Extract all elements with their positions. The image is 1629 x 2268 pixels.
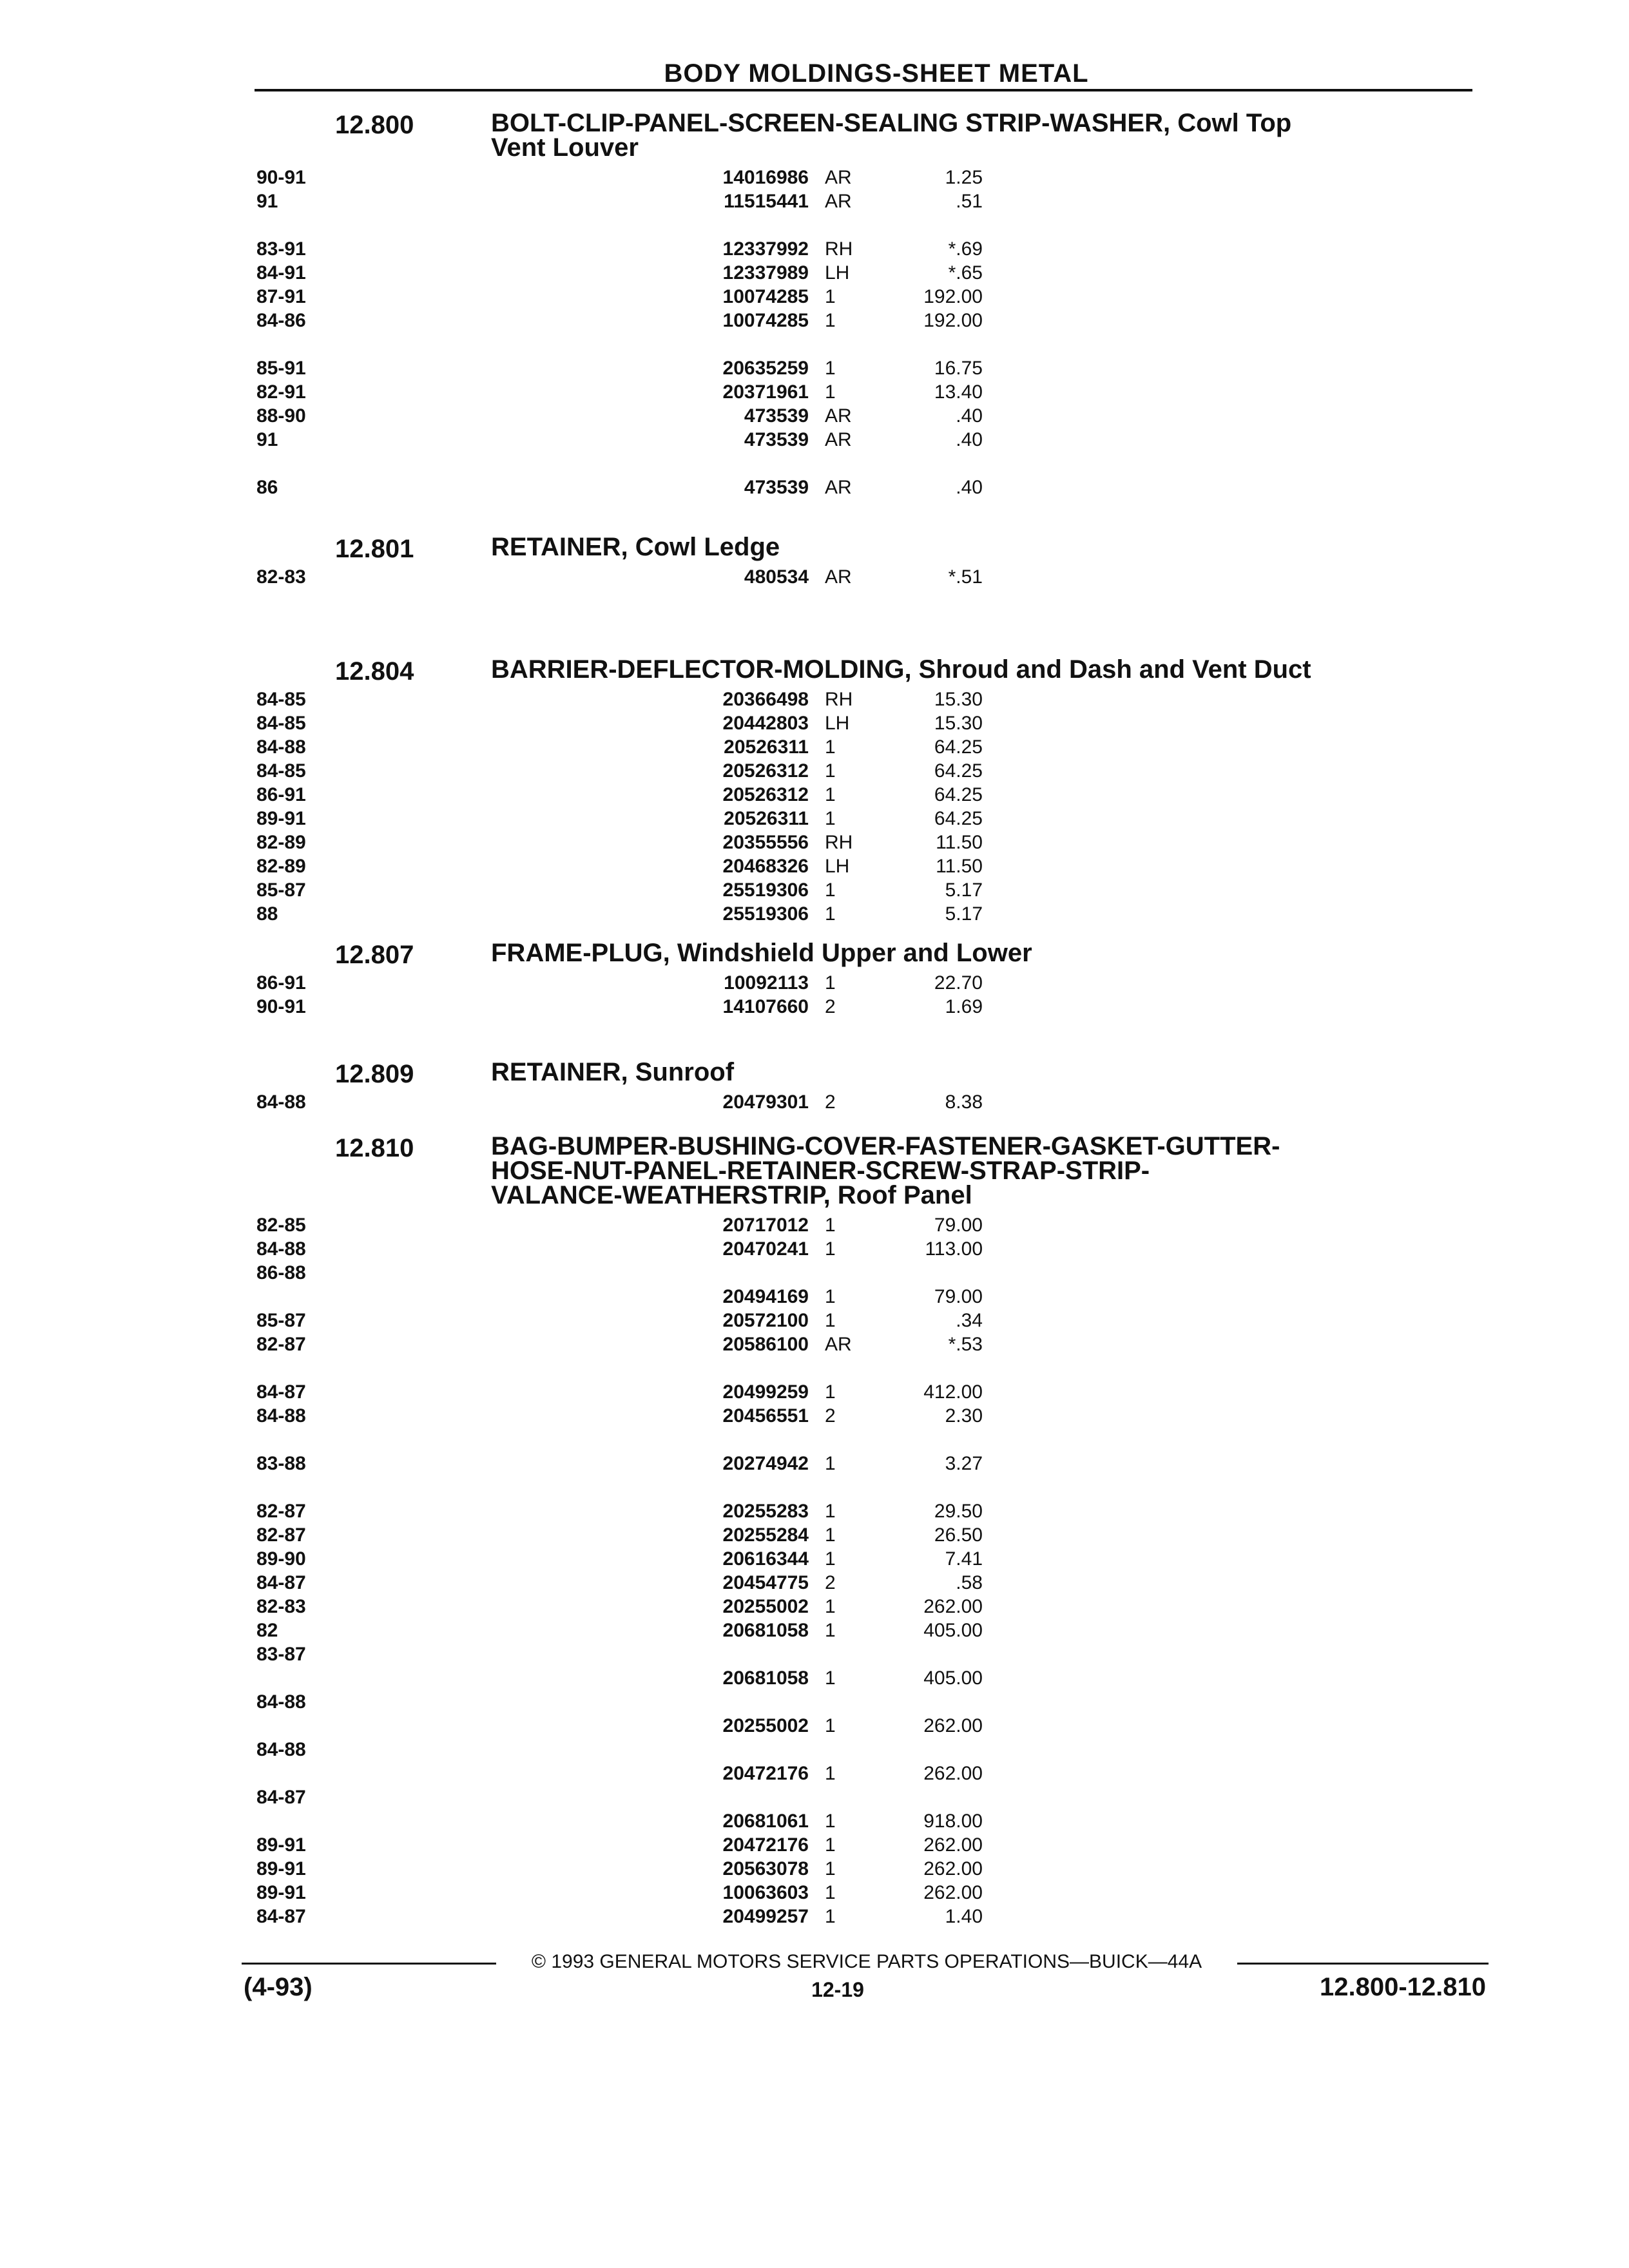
part-number: 10074285 [722,286,809,307]
section-number: 12.801 [335,535,414,563]
parts-row [0,357,1629,380]
part-number: 20355556 [722,832,809,853]
model-years: 82-89 [256,856,306,877]
section-title-line: BARRIER-DEFLECTOR-MOLDING, Shroud and Dash and Vent Duct [491,655,1311,684]
quantity: LH [825,713,850,734]
parts-row [0,1238,1629,1261]
price: .40 [956,405,983,427]
parts-row [0,1262,1629,1285]
model-years: 84-85 [256,689,306,710]
footer-rule-left [242,1963,496,1965]
parts-row [0,262,1629,285]
price: 11.50 [936,832,983,853]
model-years: 90-91 [256,996,306,1017]
parts-row [0,760,1629,783]
price: .58 [956,1572,983,1593]
part-number: 20470241 [722,1238,809,1260]
part-number: 20371961 [722,381,809,403]
parts-row [0,783,1629,807]
model-years: 82-91 [256,381,306,403]
price: 16.75 [934,358,983,379]
footer-copyright: © 1993 GENERAL MOTORS SERVICE PARTS OPERATIONS—BUICK—44A [531,1951,1202,1972]
price: 1.69 [945,996,983,1017]
price: .40 [956,429,983,450]
price: 262.00 [923,1834,983,1856]
quantity: 1 [825,1501,836,1522]
quantity: 1 [825,1763,836,1784]
model-years: 84-88 [256,1739,306,1760]
price: *.65 [948,262,983,284]
part-number: 20468326 [722,856,809,877]
model-years: 84-85 [256,760,306,782]
part-number: 473539 [744,429,809,450]
parts-row [0,1214,1629,1237]
parts-row [0,1091,1629,1114]
footer-date-code: (4-93) [244,1973,313,2001]
quantity: 1 [825,736,836,758]
price: 262.00 [923,1858,983,1879]
quantity: 1 [825,808,836,829]
part-number: 473539 [744,477,809,498]
quantity: 2 [825,1405,836,1427]
part-number: 20255002 [722,1596,809,1617]
parts-row [0,1452,1629,1475]
price: .51 [956,191,983,212]
parts-row [0,1571,1629,1595]
description-continued [0,590,1629,613]
part-number: 20681061 [722,1811,809,1832]
part-number: 10092113 [724,972,809,994]
part-number: 20366498 [722,689,809,710]
quantity: 1 [825,1310,836,1331]
price: 192.00 [923,310,983,331]
quantity: RH [825,832,853,853]
model-years: 91 [256,191,278,212]
quantity: 1 [825,310,836,331]
price: 262.00 [923,1763,983,1784]
section-number: 12.807 [335,941,414,969]
price: 15.30 [934,713,983,734]
parts-row [0,1619,1629,1642]
quantity: 1 [825,1524,836,1546]
section-title-line: BOLT-CLIP-PANEL-SCREEN-SEALING STRIP-WASHER, Cowl Top [491,109,1292,137]
model-years: 82-87 [256,1501,306,1522]
price: 5.17 [945,903,983,925]
model-years: 82-83 [256,566,306,588]
quantity: RH [825,238,853,260]
quantity: 1 [825,358,836,379]
model-years: 89-91 [256,1882,306,1903]
parts-row [0,995,1629,1019]
price: 29.50 [934,1501,983,1522]
quantity: 1 [825,1453,836,1474]
price: *.51 [948,566,983,588]
quantity: AR [825,566,852,588]
price: 1.40 [945,1906,983,1927]
price: 64.25 [934,808,983,829]
model-years: 84-88 [256,1405,306,1427]
description-continued [0,500,1629,523]
part-number: 20499257 [722,1906,809,1927]
parts-row [0,688,1629,711]
quantity: AR [825,405,852,427]
description-continued [0,452,1629,476]
model-years: 84-86 [256,310,306,331]
part-number: 11515441 [724,191,809,212]
parts-row [0,476,1629,499]
section-title-line: Vent Louver [491,133,639,162]
model-years: 84-88 [256,736,306,758]
part-number: 20456551 [722,1405,809,1427]
quantity: 1 [825,784,836,805]
parts-row [0,1548,1629,1571]
model-years: 82-87 [256,1334,306,1355]
parts-row [0,903,1629,926]
parts-row [0,1786,1629,1809]
model-years: 87-91 [256,286,306,307]
part-number: 25519306 [722,903,809,925]
description-continued [0,333,1629,356]
price: 64.25 [934,736,983,758]
price: 13.40 [934,381,983,403]
part-number: 20479301 [722,1091,809,1113]
part-number: 20274942 [722,1453,809,1474]
price: 2.30 [945,1405,983,1427]
description-continued [0,1428,1629,1452]
quantity: 1 [825,1238,836,1260]
model-years: 88 [256,903,278,925]
quantity: RH [825,689,853,710]
section-title [491,111,1483,160]
section-number: 12.809 [335,1060,414,1088]
part-number: 20442803 [722,713,809,734]
parts-row [0,309,1629,332]
model-years: 86-91 [256,784,306,805]
parts-row [0,1405,1629,1428]
section-title [491,941,1483,965]
section-number: 12.804 [335,657,414,686]
footer-rule-right [1237,1963,1489,1965]
part-number: 20616344 [722,1548,809,1570]
section-title [491,535,1483,559]
part-number: 10063603 [722,1882,809,1903]
parts-row [0,1595,1629,1619]
model-years: 82-89 [256,832,306,853]
parts-row-continued [0,1285,1629,1309]
quantity: 1 [825,1667,836,1689]
model-years: 84-88 [256,1091,306,1113]
footer-section-range: 12.800-12.810 [1319,1973,1486,2001]
description-continued [0,613,1629,637]
section-number: 12.810 [335,1134,414,1162]
parts-row-continued [0,1715,1629,1738]
quantity: 1 [825,381,836,403]
section-title-line: BAG-BUMPER-BUSHING-COVER-FASTENER-GASKET-GUTTER- [491,1132,1280,1160]
model-years: 90-91 [256,167,306,188]
part-number: 20255284 [722,1524,809,1546]
model-years: 85-87 [256,1310,306,1331]
parts-row [0,972,1629,995]
parts-row [0,1691,1629,1714]
part-number: 20717012 [722,1215,809,1236]
model-years: 88-90 [256,405,306,427]
quantity: 1 [825,1620,836,1641]
model-years: 84-87 [256,1381,306,1403]
parts-row [0,190,1629,213]
parts-row [0,1738,1629,1762]
part-number: 473539 [744,405,809,427]
description-continued [0,1019,1629,1043]
part-number: 20635259 [722,358,809,379]
model-years: 89-91 [256,1858,306,1879]
quantity: 1 [825,1834,836,1856]
price: 64.25 [934,784,983,805]
price: 79.00 [934,1286,983,1307]
part-number: 20563078 [722,1858,809,1879]
quantity: 1 [825,1715,836,1736]
model-years: 84-87 [256,1906,306,1927]
parts-row [0,166,1629,189]
section-title [491,657,1483,682]
parts-row [0,879,1629,902]
part-number: 20526311 [724,736,809,758]
price: 405.00 [923,1667,983,1689]
part-number: 20454775 [722,1572,809,1593]
model-years: 83-88 [256,1453,306,1474]
part-number: 20472176 [722,1763,809,1784]
model-years: 82-87 [256,1524,306,1546]
quantity: AR [825,429,852,450]
model-years: 91 [256,429,278,450]
quantity: 2 [825,1572,836,1593]
parts-row [0,1858,1629,1881]
model-years: 89-91 [256,1834,306,1856]
model-years: 83-91 [256,238,306,260]
part-number: 20499259 [722,1381,809,1403]
model-years: 84-85 [256,713,306,734]
price: 7.41 [945,1548,983,1570]
model-years: 86-88 [256,1262,306,1283]
description-continued [0,1476,1629,1499]
part-number: 20586100 [722,1334,809,1355]
quantity: 1 [825,286,836,307]
part-number: 14016986 [722,167,809,188]
model-years: 84-91 [256,262,306,284]
price: 412.00 [923,1381,983,1403]
part-number: 12337992 [722,238,809,260]
parts-row [0,1905,1629,1928]
part-number: 480534 [744,566,809,588]
parts-row [0,1834,1629,1857]
quantity: 1 [825,1286,836,1307]
parts-row [0,1524,1629,1547]
section-title-line: HOSE-NUT-PANEL-RETAINER-SCREW-STRAP-STRIP- [491,1157,1150,1185]
section-title [491,1134,1483,1207]
parts-row [0,428,1629,452]
quantity: AR [825,167,852,188]
model-years: 84-88 [256,1691,306,1713]
price: 5.17 [945,879,983,901]
part-number: 20472176 [722,1834,809,1856]
parts-row [0,566,1629,589]
parts-row-continued [0,1667,1629,1690]
quantity: 2 [825,996,836,1017]
model-years: 84-88 [256,1238,306,1260]
section-title-line: RETAINER, Sunroof [491,1058,735,1086]
quantity: AR [825,191,852,212]
part-number: 20255283 [722,1501,809,1522]
quantity: 1 [825,1882,836,1903]
price: 262.00 [923,1882,983,1903]
quantity: 1 [825,972,836,994]
quantity: AR [825,1334,852,1355]
price: 262.00 [923,1715,983,1736]
quantity: LH [825,856,850,877]
model-years: 89-90 [256,1548,306,1570]
price: .34 [956,1310,983,1331]
quantity: 1 [825,1381,836,1403]
header-rule [255,89,1472,91]
model-years: 82-85 [256,1215,306,1236]
part-number: 20681058 [722,1667,809,1689]
quantity: 1 [825,879,836,901]
quantity: 1 [825,1215,836,1236]
part-number: 14107660 [722,996,809,1017]
model-years: 89-91 [256,808,306,829]
price: 1.25 [945,167,983,188]
part-number: 20572100 [722,1310,809,1331]
quantity: 1 [825,903,836,925]
parts-row [0,1881,1629,1905]
description-continued [0,214,1629,237]
part-number: 20681058 [722,1620,809,1641]
part-number: 12337989 [722,262,809,284]
quantity: LH [825,262,850,284]
price: 22.70 [934,972,983,994]
price: 262.00 [923,1596,983,1617]
parts-row [0,831,1629,854]
model-years: 85-87 [256,879,306,901]
price: 405.00 [923,1620,983,1641]
parts-row [0,285,1629,309]
parts-row [0,381,1629,404]
model-years: 82-83 [256,1596,306,1617]
part-number: 25519306 [722,879,809,901]
price: *.53 [948,1334,983,1355]
price: 192.00 [923,286,983,307]
section-number: 12.800 [335,111,414,139]
quantity: 1 [825,1596,836,1617]
parts-row [0,405,1629,428]
parts-row [0,1381,1629,1404]
description-continued [0,1357,1629,1380]
quantity: 1 [825,1906,836,1927]
section-title-line: RETAINER, Cowl Ledge [491,533,780,561]
parts-row [0,736,1629,759]
quantity: 1 [825,1548,836,1570]
quantity: AR [825,477,852,498]
model-years: 82 [256,1620,278,1641]
parts-row [0,1500,1629,1523]
parts-row [0,1309,1629,1332]
price: 8.38 [945,1091,983,1113]
parts-row [0,712,1629,735]
part-number: 20526312 [722,784,809,805]
section-title-line: VALANCE-WEATHERSTRIP, Roof Panel [491,1181,972,1209]
price: 113.00 [925,1238,983,1260]
parts-row [0,807,1629,831]
section-title [491,1060,1483,1084]
parts-row [0,1643,1629,1666]
model-years: 84-87 [256,1572,306,1593]
part-number: 10074285 [722,310,809,331]
footer-page-number: 12-19 [811,1978,864,2001]
parts-row-continued [0,1762,1629,1785]
model-years: 86-91 [256,972,306,994]
price: 3.27 [945,1453,983,1474]
price: 26.50 [934,1524,983,1546]
model-years: 84-87 [256,1787,306,1808]
quantity: 1 [825,1858,836,1879]
part-number: 20526312 [722,760,809,782]
model-years: 86 [256,477,278,498]
parts-row [0,238,1629,261]
price: 918.00 [923,1811,983,1832]
parts-row-continued [0,1810,1629,1833]
section-title-line: FRAME-PLUG, Windshield Upper and Lower [491,939,1032,967]
quantity: 1 [825,760,836,782]
price: 15.30 [934,689,983,710]
page-header-title: BODY MOLDINGS-SHEET METAL [664,59,1089,88]
price: 64.25 [934,760,983,782]
parts-row [0,1333,1629,1356]
quantity: 2 [825,1091,836,1113]
price: *.69 [948,238,983,260]
price: 79.00 [934,1215,983,1236]
model-years: 83-87 [256,1644,306,1665]
model-years: 85-91 [256,358,306,379]
part-number: 20526311 [724,808,809,829]
parts-row [0,855,1629,878]
price: .40 [956,477,983,498]
part-number: 20255002 [722,1715,809,1736]
part-number: 20494169 [722,1286,809,1307]
quantity: 1 [825,1811,836,1832]
price: 11.50 [936,856,983,877]
